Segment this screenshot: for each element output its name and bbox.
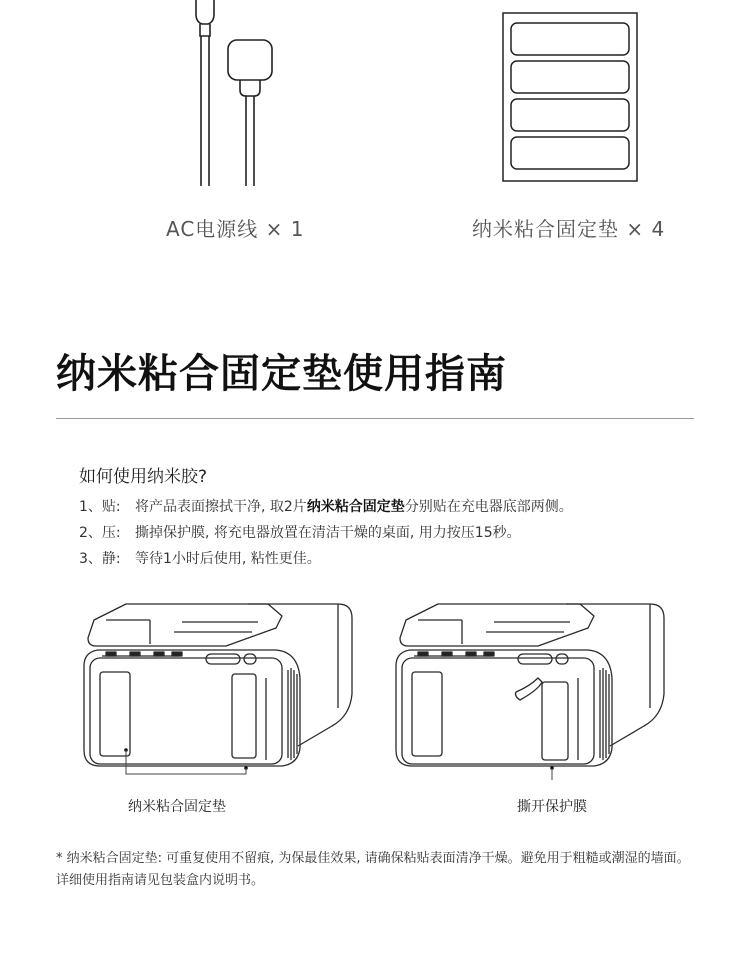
step-1-label: 1、贴: xyxy=(79,499,121,515)
divider xyxy=(56,418,694,419)
peel-illustration-caption: 撕开保护膜 xyxy=(517,799,587,815)
guide-title: 纳米粘合固定垫使用指南 xyxy=(56,351,507,397)
charger-with-pads-illustration xyxy=(76,598,366,798)
step-1 xyxy=(79,496,573,516)
adhesive-pads-icon xyxy=(502,12,642,184)
step-1-text-after: 分别贴在充电器底部两侧。 xyxy=(404,499,573,515)
adhesive-pads-caption: 纳米粘合固定垫 × 4 xyxy=(472,217,666,241)
guide-question: 如何使用纳米胶? xyxy=(79,467,208,487)
step-1-bold: 纳米粘合固定垫 xyxy=(306,499,405,515)
footnote-text: 纳米粘合固定垫: 可重复使用不留痕, 为保最佳效果, 请确保粘贴表面清净干燥。避免用于粗糙或潮湿的墙面。详细使用指南请见包装盒内说明书。 xyxy=(56,851,690,888)
step-3-text: 等待1小时后使用, 粘性更佳。 xyxy=(135,551,321,567)
step-2-text: 撕掉保护膜, 将充电器放置在清洁干燥的桌面, 用力按压15秒。 xyxy=(135,525,521,541)
step-3 xyxy=(79,548,321,568)
charger-peel-film-illustration xyxy=(388,598,678,798)
pads-illustration-caption: 纳米粘合固定垫 xyxy=(128,799,226,815)
footnote-marker: * xyxy=(56,851,63,866)
power-cord-caption: AC电源线 × 1 xyxy=(166,217,305,241)
step-2-label: 2、压: xyxy=(79,525,121,541)
step-1-text-before: 将产品表面擦拭干净, 取2片 xyxy=(135,499,307,515)
footnote xyxy=(56,848,696,892)
step-3-label: 3、静: xyxy=(79,551,121,567)
step-2 xyxy=(79,522,521,542)
